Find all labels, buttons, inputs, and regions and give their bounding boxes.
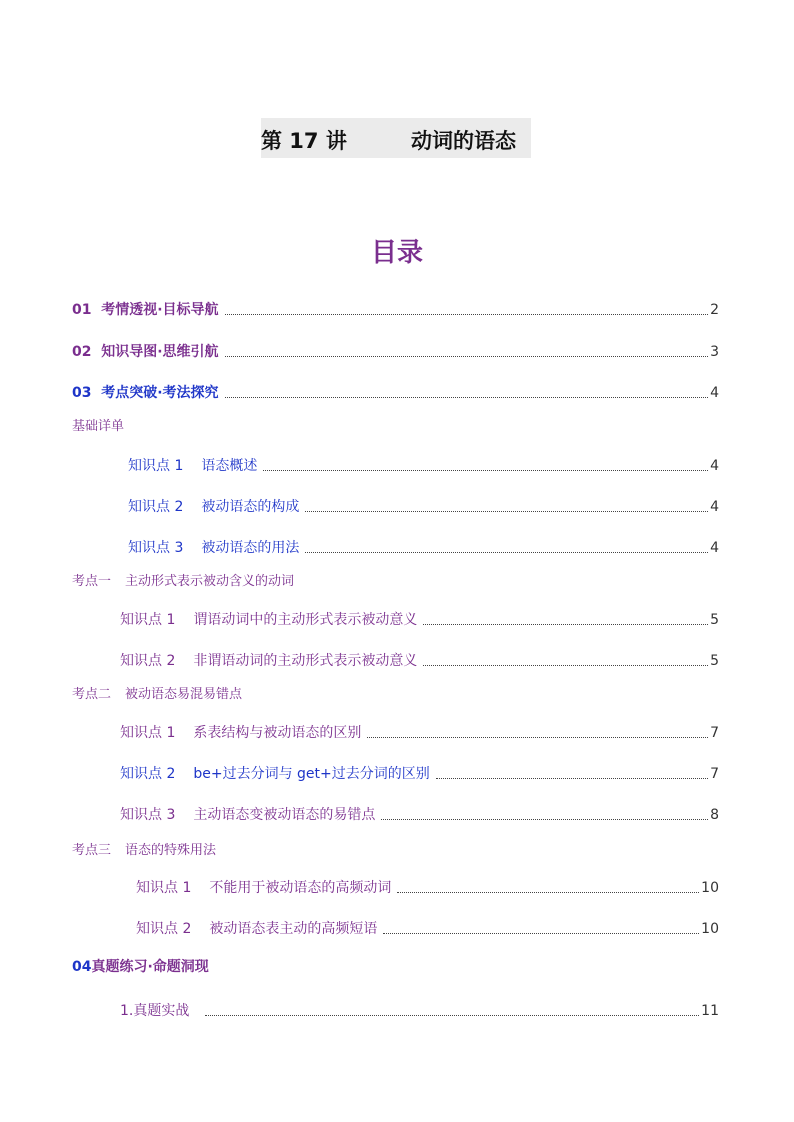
dot-leader [305,510,708,512]
toc-page-number: 4 [710,458,719,474]
lecture-topic: 动词的语态 [411,129,516,153]
lecture-number: 第 17 讲 [261,129,347,153]
dot-leader [436,777,708,779]
toc-entry-04-1[interactable] [120,998,719,1020]
toc-entry-label: 知识点 1 不能用于被动语态的高频动词 [136,880,392,896]
lecture-title [261,118,531,158]
dot-leader [225,396,709,398]
toc-entry-label: 知识点 2 被动语态表主动的高频短语 [136,921,378,937]
toc-page-number: 4 [710,540,719,556]
toc-page-number: 11 [701,1003,719,1019]
toc-entry-03[interactable] [72,380,719,402]
toc-entry-s3-2[interactable] [136,916,719,938]
toc-entry-label: 知识点 1 谓语动词中的主动形式表示被动意义 [120,612,418,628]
toc-page-number: 4 [710,499,719,515]
toc-entry-label: 知识点 2 非谓语动词的主动形式表示被动意义 [120,653,418,669]
toc-entry-s1-1[interactable] [120,607,719,629]
toc-entry-label: 知识点 1 语态概述 [128,458,258,474]
dot-leader [423,623,708,625]
toc-page-number: 7 [710,766,719,782]
dot-leader [423,664,708,666]
dot-leader [225,313,709,315]
toc-entry-label: 01 考情透视·目标导航 [72,302,219,318]
toc-entry-basics-2[interactable] [128,494,719,516]
toc-entry-label: 知识点 2 被动语态的构成 [128,499,300,515]
toc-entry-label: 03 考点突破·考法探究 [72,385,219,401]
dot-leader [381,818,708,820]
toc-entry-label: 知识点 1 系表结构与被动语态的区别 [120,725,362,741]
section-kaodian-2: 考点二 被动语态易混易错点 [72,687,243,702]
toc-page-number: 7 [710,725,719,741]
section-kaodian-1: 考点一 主动形式表示被动含义的动词 [72,574,295,589]
toc-entry-02[interactable] [72,339,719,361]
toc-entry-01[interactable] [72,297,719,319]
toc-page-number: 4 [710,385,719,401]
toc-page-number: 8 [710,807,719,823]
toc-entry-s3-1[interactable] [136,875,719,897]
section-basics: 基础详单 [72,419,125,434]
section-kaodian-3: 考点三 语态的特殊用法 [72,843,217,858]
toc-entry-s2-2[interactable] [120,761,719,783]
dot-leader [397,891,699,893]
toc-entry-label: 知识点 2 be+过去分词与 get+过去分词的区别 [120,766,430,782]
toc-entry-label: 02 知识导图·思维引航 [72,344,219,360]
toc-entry-label: 知识点 3 被动语态的用法 [128,540,300,556]
toc-entry-s2-1[interactable] [120,720,719,742]
toc-entry-04[interactable]: 04真题练习·命题洞现 [72,959,209,975]
dot-leader [367,736,708,738]
toc-entry-label: 知识点 3 主动语态变被动语态的易错点 [120,807,376,823]
toc-entry-label: 1.真题实战 [120,1003,190,1019]
toc-heading: 目录 [370,238,423,268]
dot-leader [263,469,708,471]
toc-page-number: 5 [710,653,719,669]
toc-entry-basics-1[interactable] [128,453,719,475]
dot-leader [305,551,708,553]
toc-page-number: 2 [710,302,719,318]
toc-page-number: 10 [701,880,719,896]
toc-page-number: 5 [710,612,719,628]
dot-leader [383,932,699,934]
toc-page-number: 3 [710,344,719,360]
dot-leader [205,1014,699,1016]
toc-entry-basics-3[interactable] [128,535,719,557]
toc-page-number: 10 [701,921,719,937]
toc-entry-s2-3[interactable] [120,802,719,824]
dot-leader [225,355,709,357]
toc-entry-s1-2[interactable] [120,648,719,670]
